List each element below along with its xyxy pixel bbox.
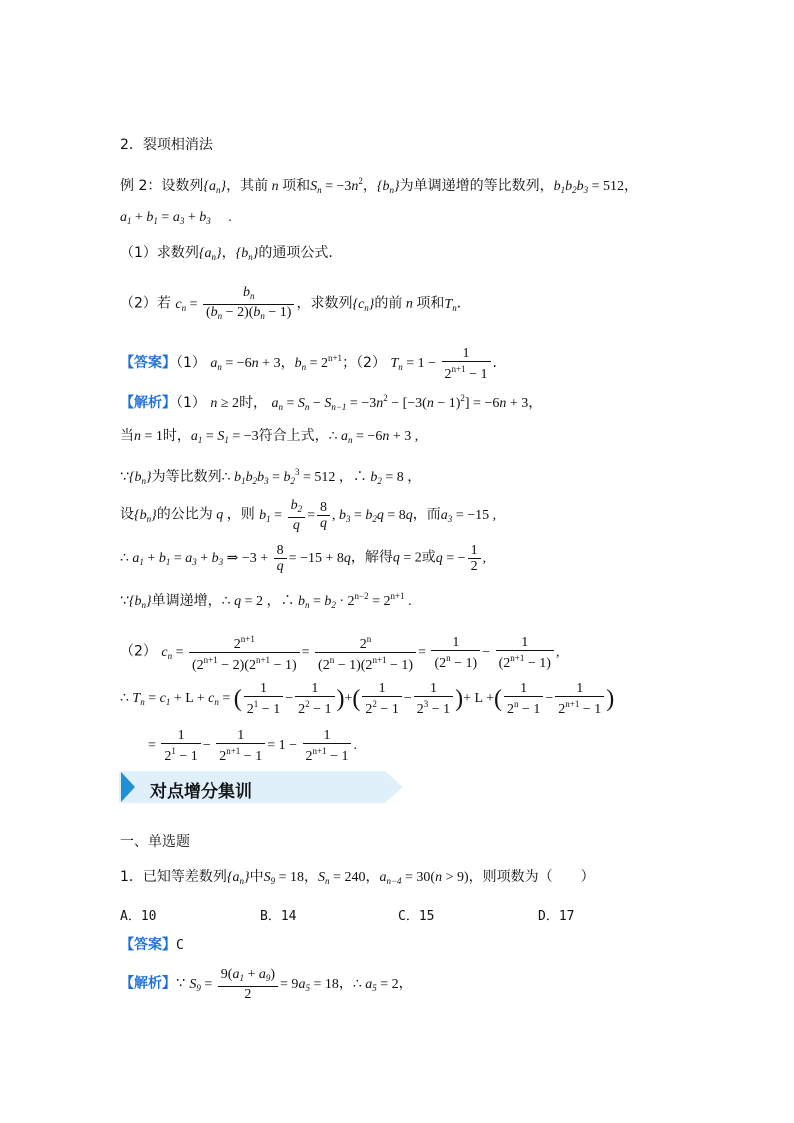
- math-tn: $T_n$: [444, 296, 457, 313]
- fraction: $\frac{1}{2^n - 1}$: [504, 681, 543, 717]
- question-2: [120, 285, 471, 324]
- example-text: 设数列: [161, 178, 204, 194]
- question-text: 中: [249, 869, 264, 885]
- math-bn-set: $\{b_n\}$: [235, 246, 259, 262]
- math-b2: ∴ $b_1b_2b_3 = b_2^3 = 512$ ，∴ $b_2 = 8$ ，: [221, 467, 422, 486]
- question-text: 1．已知等差数列: [120, 869, 227, 885]
- fraction: $\frac{1}{2^1 - 1}$: [244, 681, 283, 717]
- section-heading: 2．裂项相消法: [120, 137, 213, 153]
- option-b[interactable]: B．14: [260, 909, 297, 924]
- fraction: $\frac{b_n}{(b_n - 2)(b_n - 1)}$: [203, 285, 294, 324]
- question-text: ，: [221, 245, 236, 261]
- math-answer-bn: $b_n = 2^{n+1}$: [294, 353, 343, 373]
- fraction: $\frac{1}{2^{n+1} - 1}$: [555, 681, 604, 717]
- analysis-text: 或: [421, 549, 436, 566]
- fraction: $\frac{8}{q}$: [274, 543, 287, 574]
- analysis-line-9: [148, 728, 357, 764]
- analysis-text: ，: [398, 975, 413, 992]
- math-q-2: q = 2: [392, 550, 422, 566]
- fraction: $\frac{1}{2^1 - 1}$: [161, 728, 200, 764]
- answer-part: （1）: [176, 355, 206, 372]
- math-n-ge-2: n ≥ 2: [210, 396, 240, 411]
- math-bn-set: $\{b_n\}$: [134, 507, 157, 524]
- analysis-text: ，: [528, 395, 543, 411]
- example-label: 例 2：: [120, 178, 162, 194]
- math-n: n: [268, 179, 283, 194]
- analysis-tag: 【解析】: [120, 395, 176, 411]
- math-cn-split: $c_n$ = $\frac{2^{n+1}}{(2^{n+1} - 2)(2^{n+1} - 1)}$ = $\frac{2^n}{(2^n - 1)(2^{n+1} - 1)}$ = $\frac{1}{(2^n - 1)}$ − $\frac{1}{(2^{n+1} - 1)}$ ,: [161, 634, 560, 673]
- fraction: $\frac{2^n}{(2^n - 1)(2^{n+1} - 1)}$: [315, 632, 416, 673]
- analysis-text: ，而: [412, 506, 441, 523]
- answer-text: ；: [342, 355, 357, 372]
- math-tn-sum: ∴ $T_n = c_1 + L + c_n$ = ( $\frac{1}{2^1 - 1}$ − $\frac{1}{2^2 - 1}$ )+( $\frac{1}{2^2 - 1}$ − $\frac{1}{2^3 - 1}$ )+ L +( $\frac{1}{2^n - 1}$ − $\frac{1}{2^{n+1} - 1}$ ): [120, 681, 615, 717]
- question-text: ，: [365, 869, 380, 885]
- analysis-line-4: [120, 498, 496, 533]
- fraction: $\frac{1}{2^2 - 1}$: [295, 681, 334, 717]
- fraction: $\frac{b_2}{q}$: [288, 498, 306, 533]
- math-bn-result: ∴ q = 2 ，∴ $b_n = b_2 \cdot 2^{n-2} = 2^{n+1}$ .: [221, 591, 412, 610]
- analysis-part: （1）: [176, 395, 206, 411]
- math-bn-set: $\{b_n\}$: [128, 594, 152, 610]
- math-a5: ∴ $a_5 = 2$: [352, 976, 399, 993]
- answer-value: C: [176, 938, 184, 953]
- question-text: 项和: [416, 295, 445, 312]
- analysis-line-8: [120, 681, 614, 717]
- math-cn-set: $\{c_n\}$: [352, 296, 375, 313]
- math-b1-b3: $b_1$ = $\frac{b_2}{q}$ = $\frac{8}{q}$ , $b_3 = b_2q = 8q$: [259, 498, 413, 533]
- option-a[interactable]: A．10: [120, 909, 157, 924]
- math-an-set: $\{a_n\}$: [198, 246, 222, 262]
- analysis-text: 符合上式，: [258, 428, 329, 444]
- analysis-text: 时，: [239, 395, 268, 411]
- analysis-line-6: [120, 587, 412, 614]
- math-n: n: [402, 296, 417, 312]
- example-text: 项和: [282, 178, 311, 194]
- math-an-set: $\{a_n\}$: [226, 870, 250, 886]
- answer-line: [120, 346, 507, 382]
- fraction: $\frac{1}{2^2 - 1}$: [362, 681, 401, 717]
- analysis-text: ∵: [120, 469, 129, 485]
- math-an-minus-4: $a_{n-4} = 30(n > 9)$: [379, 870, 469, 886]
- question-text: ，求数列: [296, 295, 353, 312]
- analysis-line-1: [120, 389, 542, 416]
- question-label: （1）: [120, 245, 157, 261]
- math-a3: $a_3 = -15$ ,: [440, 507, 497, 524]
- analysis-text: ∵: [120, 593, 129, 609]
- answer-part: （2）: [356, 355, 386, 372]
- analysis-text: ，: [338, 975, 353, 992]
- question-text: ．: [456, 295, 471, 312]
- math-answer-tn: $T_n = 1$ − $\frac{1}{2^{n+1} - 1}$: [390, 356, 492, 371]
- math-answer-an: $a_n = -6n + 3$: [210, 356, 281, 373]
- analysis-text: ，则: [226, 506, 255, 523]
- banner-title: 对点增分集训: [150, 782, 252, 802]
- practice-answer: [120, 936, 184, 955]
- fraction: $\frac{1}{2}$: [468, 543, 481, 574]
- math-an-diff: $a_n = S_n - S_{n-1} = -3n^2 - [-3(n - 1)^2] = -6n + 3$: [271, 393, 529, 412]
- math-bn-set: $\{b_n\}$: [128, 470, 152, 486]
- question-text: 的通项公式.: [258, 245, 333, 261]
- example-text: ，: [362, 178, 377, 194]
- fraction: $\frac{1}{2^{n+1} - 1}$: [216, 728, 265, 764]
- analysis-line-7: [120, 632, 559, 673]
- question-label: （2）: [120, 295, 157, 312]
- fraction: $\frac{1}{2^{n+1} - 1}$: [303, 728, 352, 764]
- fraction: $\frac{1}{(2^{n+1} - 1)}$: [496, 635, 554, 671]
- math-cn-def: $c_n$ = $\frac{b_n}{(b_n - 2)(b_n - 1)}$: [175, 297, 296, 312]
- math-an-result: ∴ $a_n = -6n + 3$ ,: [328, 429, 419, 445]
- example-text: ，其前: [226, 178, 269, 194]
- math-product: $b_1b_2b_3 = 512$: [553, 179, 624, 195]
- math-bn-set: $\{b_n\}$: [376, 179, 400, 195]
- option-d[interactable]: D．17: [538, 909, 575, 924]
- analysis-text: ，解得: [350, 549, 393, 566]
- example-condition: [120, 208, 232, 230]
- question-text: ，则项数为（ ）: [468, 869, 595, 885]
- example-text: ，: [624, 178, 638, 194]
- math-s9-formula: $S_9$ = $\frac{9(a_1 + a_9)}{2}$ = $9a_5 = 18$: [189, 967, 339, 1002]
- math-s9: $S_9 = 18$: [263, 870, 305, 886]
- question-1: [120, 244, 333, 266]
- analysis-text: 单调递增，: [151, 593, 222, 609]
- question-text: 求数列: [156, 245, 199, 261]
- fraction: $\frac{8}{q}$: [317, 500, 330, 531]
- math-condition: $a_1 + b_1 = a_3 + b_3$ .: [120, 210, 232, 226]
- question-text: 若: [156, 295, 171, 312]
- fraction: $\frac{9(a_1 + a_9)}{2}$: [218, 967, 278, 1002]
- fraction: $\frac{1}{(2^n - 1)}$: [431, 635, 480, 671]
- math-sn-240: $S_n = 240$: [318, 870, 366, 886]
- answer-tag: 【答案】: [120, 355, 176, 372]
- example-text: 为单调递增的等比数列，: [399, 178, 554, 194]
- practice-question-1: [120, 868, 595, 890]
- analysis-text: ∵: [176, 975, 185, 992]
- answer-text: ．: [492, 355, 507, 372]
- analysis-tag: 【解析】: [120, 975, 176, 992]
- analysis-text: 设: [120, 506, 134, 523]
- math-equation: ∴ $a_1 + b_1 = a_3 + b_3$ ⇒ −3 + $\frac{8}{q}$ = −15 + 8q: [120, 543, 351, 574]
- analysis-text: 为等比数列: [151, 469, 222, 485]
- practice-analysis: [120, 967, 413, 1002]
- example-statement: [120, 172, 638, 199]
- math-n-eq-1: n = 1: [134, 429, 163, 444]
- question-text: 的前: [374, 295, 403, 312]
- option-c[interactable]: C．15: [398, 909, 435, 924]
- answer-text: ，: [280, 355, 295, 372]
- fraction: $\frac{1}{2^3 - 1}$: [414, 681, 453, 717]
- question-text: ，: [304, 869, 319, 885]
- practice-heading: 一、单选题: [120, 834, 190, 850]
- fraction: $\frac{1}{2^{n+1} - 1}$: [442, 346, 491, 382]
- math-q-neg-half: q = − $\frac{1}{2}$ ,: [435, 543, 487, 574]
- analysis-text: 当: [120, 428, 134, 444]
- analysis-text: 的公比为: [156, 506, 213, 523]
- math-an-set: $\{a_n\}$: [203, 179, 227, 195]
- analysis-text: 时，: [162, 428, 191, 444]
- answer-tag: 【答案】: [120, 937, 176, 953]
- analysis-part: （2）: [120, 643, 157, 660]
- analysis-line-3: [120, 463, 421, 490]
- math-tn-result: = $\frac{1}{2^1 - 1}$ − $\frac{1}{2^{n+1} - 1}$ = 1 − $\frac{1}{2^{n+1} - 1}$ .: [148, 728, 357, 764]
- math-q: q: [212, 507, 227, 523]
- analysis-line-2: [120, 427, 418, 449]
- analysis-line-5: [120, 543, 486, 574]
- math-sn: $S_n = -3n^2$: [310, 176, 363, 195]
- math-a1: $a_1 = S_1 = -3$: [190, 429, 259, 445]
- fraction: $\frac{2^{n+1}}{(2^{n+1} - 2)(2^{n+1} - 1)}$: [189, 632, 300, 673]
